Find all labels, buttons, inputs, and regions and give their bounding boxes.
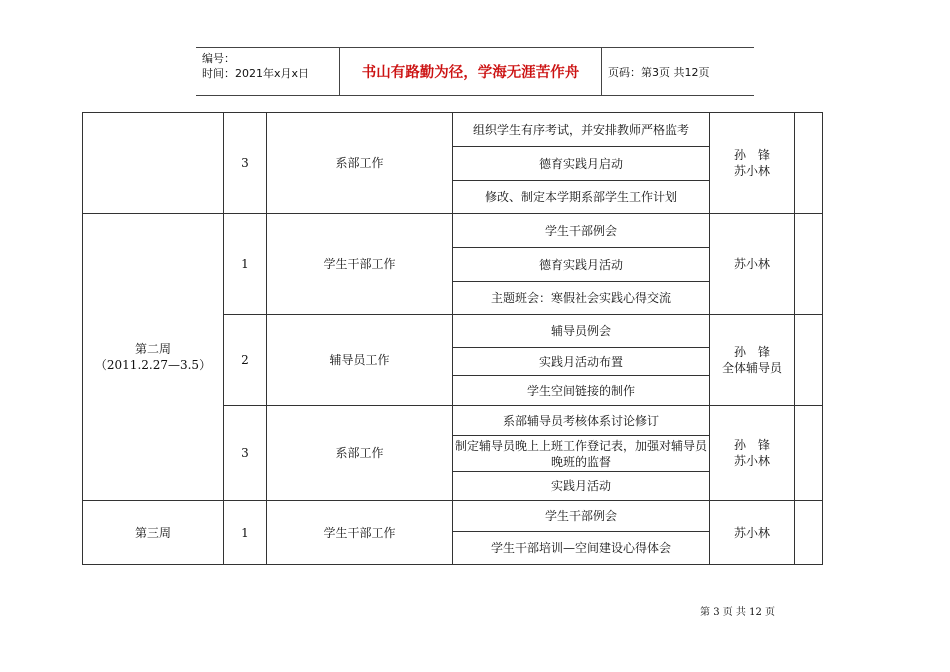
task-cell: 学生干部例会 xyxy=(453,501,710,532)
work-category: 系部工作 xyxy=(267,406,453,501)
owner-name: 苏小林 xyxy=(733,454,770,468)
work-category: 学生干部工作 xyxy=(267,501,453,565)
task-cell: 修改、制定本学期系部学生工作计划 xyxy=(453,181,710,214)
item-number: 1 xyxy=(224,501,267,565)
header-page-info: 页码：第3页 共12页 xyxy=(608,65,710,79)
week-cell xyxy=(83,214,224,501)
task-cell: 辅导员例会 xyxy=(453,315,710,348)
item-number: 3 xyxy=(224,406,267,501)
item-number: 1 xyxy=(224,214,267,315)
table-row xyxy=(83,214,823,248)
remark-cell xyxy=(795,406,823,501)
remark-cell xyxy=(795,113,823,214)
task-cell: 系部辅导员考核体系讨论修订 xyxy=(453,406,710,436)
header-meta xyxy=(196,48,340,95)
owner-cell xyxy=(710,113,795,214)
task-cell: 学生干部培训—空间建设心得体会 xyxy=(453,532,710,565)
schedule-table xyxy=(82,112,823,565)
week-title: 第三周 xyxy=(134,525,171,540)
work-category: 学生干部工作 xyxy=(267,214,453,315)
table-row xyxy=(83,113,823,147)
task-cell: 制定辅导员晚上上班工作登记表，加强对辅导员晚班的监督 xyxy=(453,436,710,472)
page-footer: 第 3 页 共 12 页 xyxy=(700,607,775,618)
work-category: 系部工作 xyxy=(267,113,453,214)
week-cell xyxy=(83,113,224,214)
header-motto: 书山有路勤为径，学海无涯苦作舟 xyxy=(340,48,602,95)
owner-name: 孙 锋 xyxy=(733,438,770,452)
task-cell: 德育实践月活动 xyxy=(453,248,710,282)
remark-cell xyxy=(795,501,823,565)
task-cell: 德育实践月启动 xyxy=(453,147,710,181)
week-cell xyxy=(83,501,224,565)
owner-name: 苏小林 xyxy=(733,164,770,178)
owner-cell xyxy=(710,315,795,406)
item-number: 2 xyxy=(224,315,267,406)
task-cell: 学生空间链接的制作 xyxy=(453,376,710,406)
task-cell: 主题班会：寒假社会实践心得交流 xyxy=(453,282,710,315)
owner-name: 孙 锋 xyxy=(733,345,770,359)
week-title: 第二周 xyxy=(134,342,171,356)
number-label: 编号： xyxy=(202,52,235,65)
table-row xyxy=(83,501,823,532)
owner-cell xyxy=(710,501,795,565)
owner-cell xyxy=(710,406,795,501)
time-label: 时间：2021年x月x日 xyxy=(202,67,310,80)
owner-name: 全体辅导员 xyxy=(721,361,782,375)
task-cell: 组织学生有序考试，并安排教师严格监考 xyxy=(453,113,710,147)
remark-cell xyxy=(795,315,823,406)
task-cell: 学生干部例会 xyxy=(453,214,710,248)
work-category: 辅导员工作 xyxy=(267,315,453,406)
page-header xyxy=(196,47,754,96)
week-date-range: （2011.2.27—3.5） xyxy=(94,358,212,372)
remark-cell xyxy=(795,214,823,315)
item-number: 3 xyxy=(224,113,267,214)
owner-name: 苏小林 xyxy=(733,525,770,540)
owner-name: 苏小林 xyxy=(733,257,770,271)
task-cell: 实践月活动 xyxy=(453,472,710,501)
owner-cell xyxy=(710,214,795,315)
task-cell: 实践月活动布置 xyxy=(453,348,710,376)
owner-name: 孙 锋 xyxy=(733,148,770,162)
